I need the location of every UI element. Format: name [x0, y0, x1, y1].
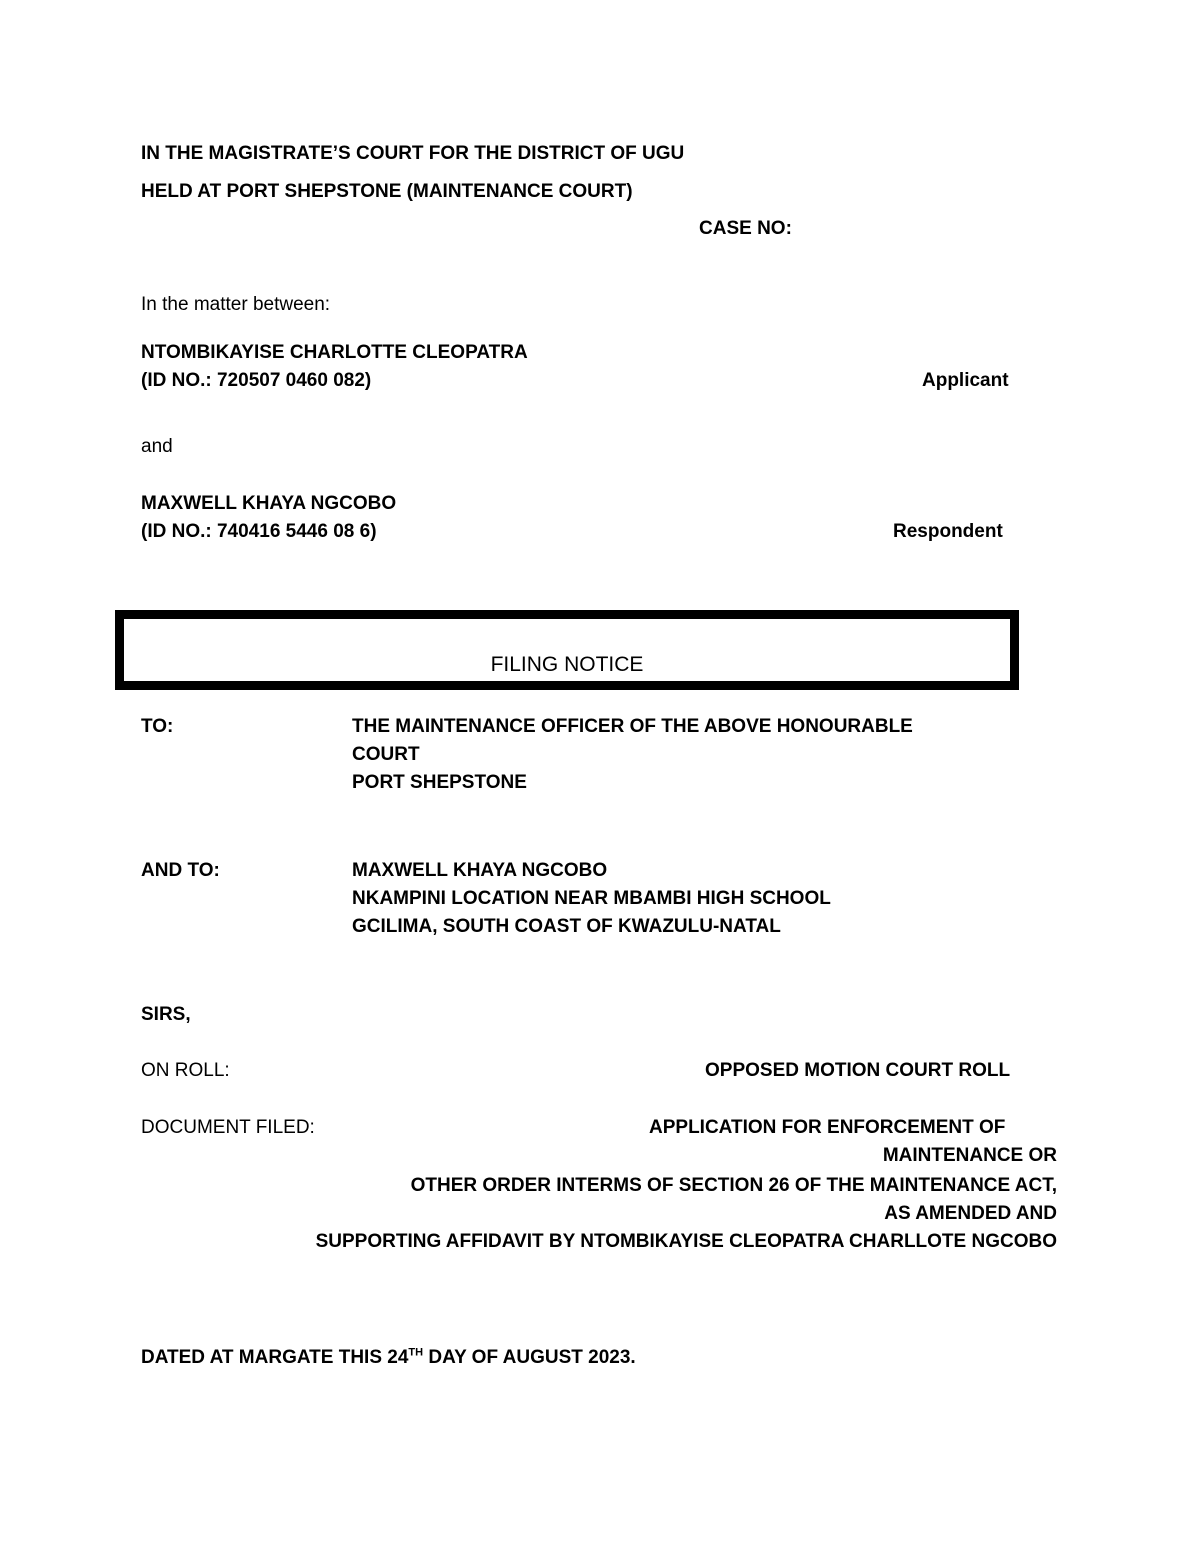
document-filed-label: DOCUMENT FILED:	[141, 1117, 315, 1138]
and-to-label: AND TO:	[141, 860, 220, 881]
and-to-line-2: NKAMPINI LOCATION NEAR MBAMBI HIGH SCHOOL	[352, 888, 831, 909]
to-line-2: COURT	[352, 744, 420, 765]
court-heading-line2: HELD AT PORT SHEPSTONE (MAINTENANCE COURT)	[141, 181, 633, 202]
dated-line	[141, 1346, 636, 1370]
applicant-role: Applicant	[922, 370, 1009, 391]
applicant-id: (ID NO.: 720507 0460 082)	[141, 370, 372, 391]
document-filed-line-1: APPLICATION FOR ENFORCEMENT OF	[649, 1117, 1006, 1138]
document-filed-line-5: SUPPORTING AFFIDAVIT BY NTOMBIKAYISE CLEOPATRA CHARLLOTE NGCOBO	[315, 1231, 1057, 1252]
on-roll-value: OPPOSED MOTION COURT ROLL	[705, 1060, 1011, 1081]
respondent-role: Respondent	[893, 521, 1003, 542]
salutation: SIRS,	[141, 1004, 191, 1025]
to-line-3: PORT SHEPSTONE	[352, 772, 527, 793]
and-to-line-3: GCILIMA, SOUTH COAST OF KWAZULU-NATAL	[352, 916, 781, 937]
case-no-label: CASE NO:	[699, 218, 792, 239]
document-filed-line-4: AS AMENDED AND	[884, 1203, 1057, 1224]
and-to-line-1: MAXWELL KHAYA NGCOBO	[352, 860, 608, 881]
to-line-1: THE MAINTENANCE OFFICER OF THE ABOVE HONOURABLE	[352, 716, 913, 737]
applicant-name: NTOMBIKAYISE CHARLOTTE CLEOPATRA	[141, 342, 528, 363]
document-filed-line-3: OTHER ORDER INTERMS OF SECTION 26 OF THE MAINTENANCE ACT,	[410, 1175, 1057, 1196]
dated-prefix: DATED AT MARGATE THIS 24	[141, 1347, 409, 1368]
on-roll-label: ON ROLL:	[141, 1060, 230, 1081]
filing-notice-title: FILING NOTICE	[490, 653, 644, 676]
document-filed-line-2: MAINTENANCE OR	[882, 1145, 1057, 1166]
filing-notice-box	[115, 610, 1019, 690]
respondent-name: MAXWELL KHAYA NGCOBO	[141, 493, 397, 514]
to-label: TO:	[141, 716, 174, 737]
conjunction-and: and	[141, 436, 173, 457]
matter-intro: In the matter between:	[141, 294, 331, 315]
dated-suffix: DAY OF AUGUST 2023.	[423, 1347, 636, 1368]
dated-superscript: TH	[408, 1346, 424, 1359]
respondent-id: (ID NO.: 740416 5446 08 6)	[141, 521, 377, 542]
court-heading-line1: IN THE MAGISTRATE’S COURT FOR THE DISTRICT OF UGU	[141, 143, 685, 164]
